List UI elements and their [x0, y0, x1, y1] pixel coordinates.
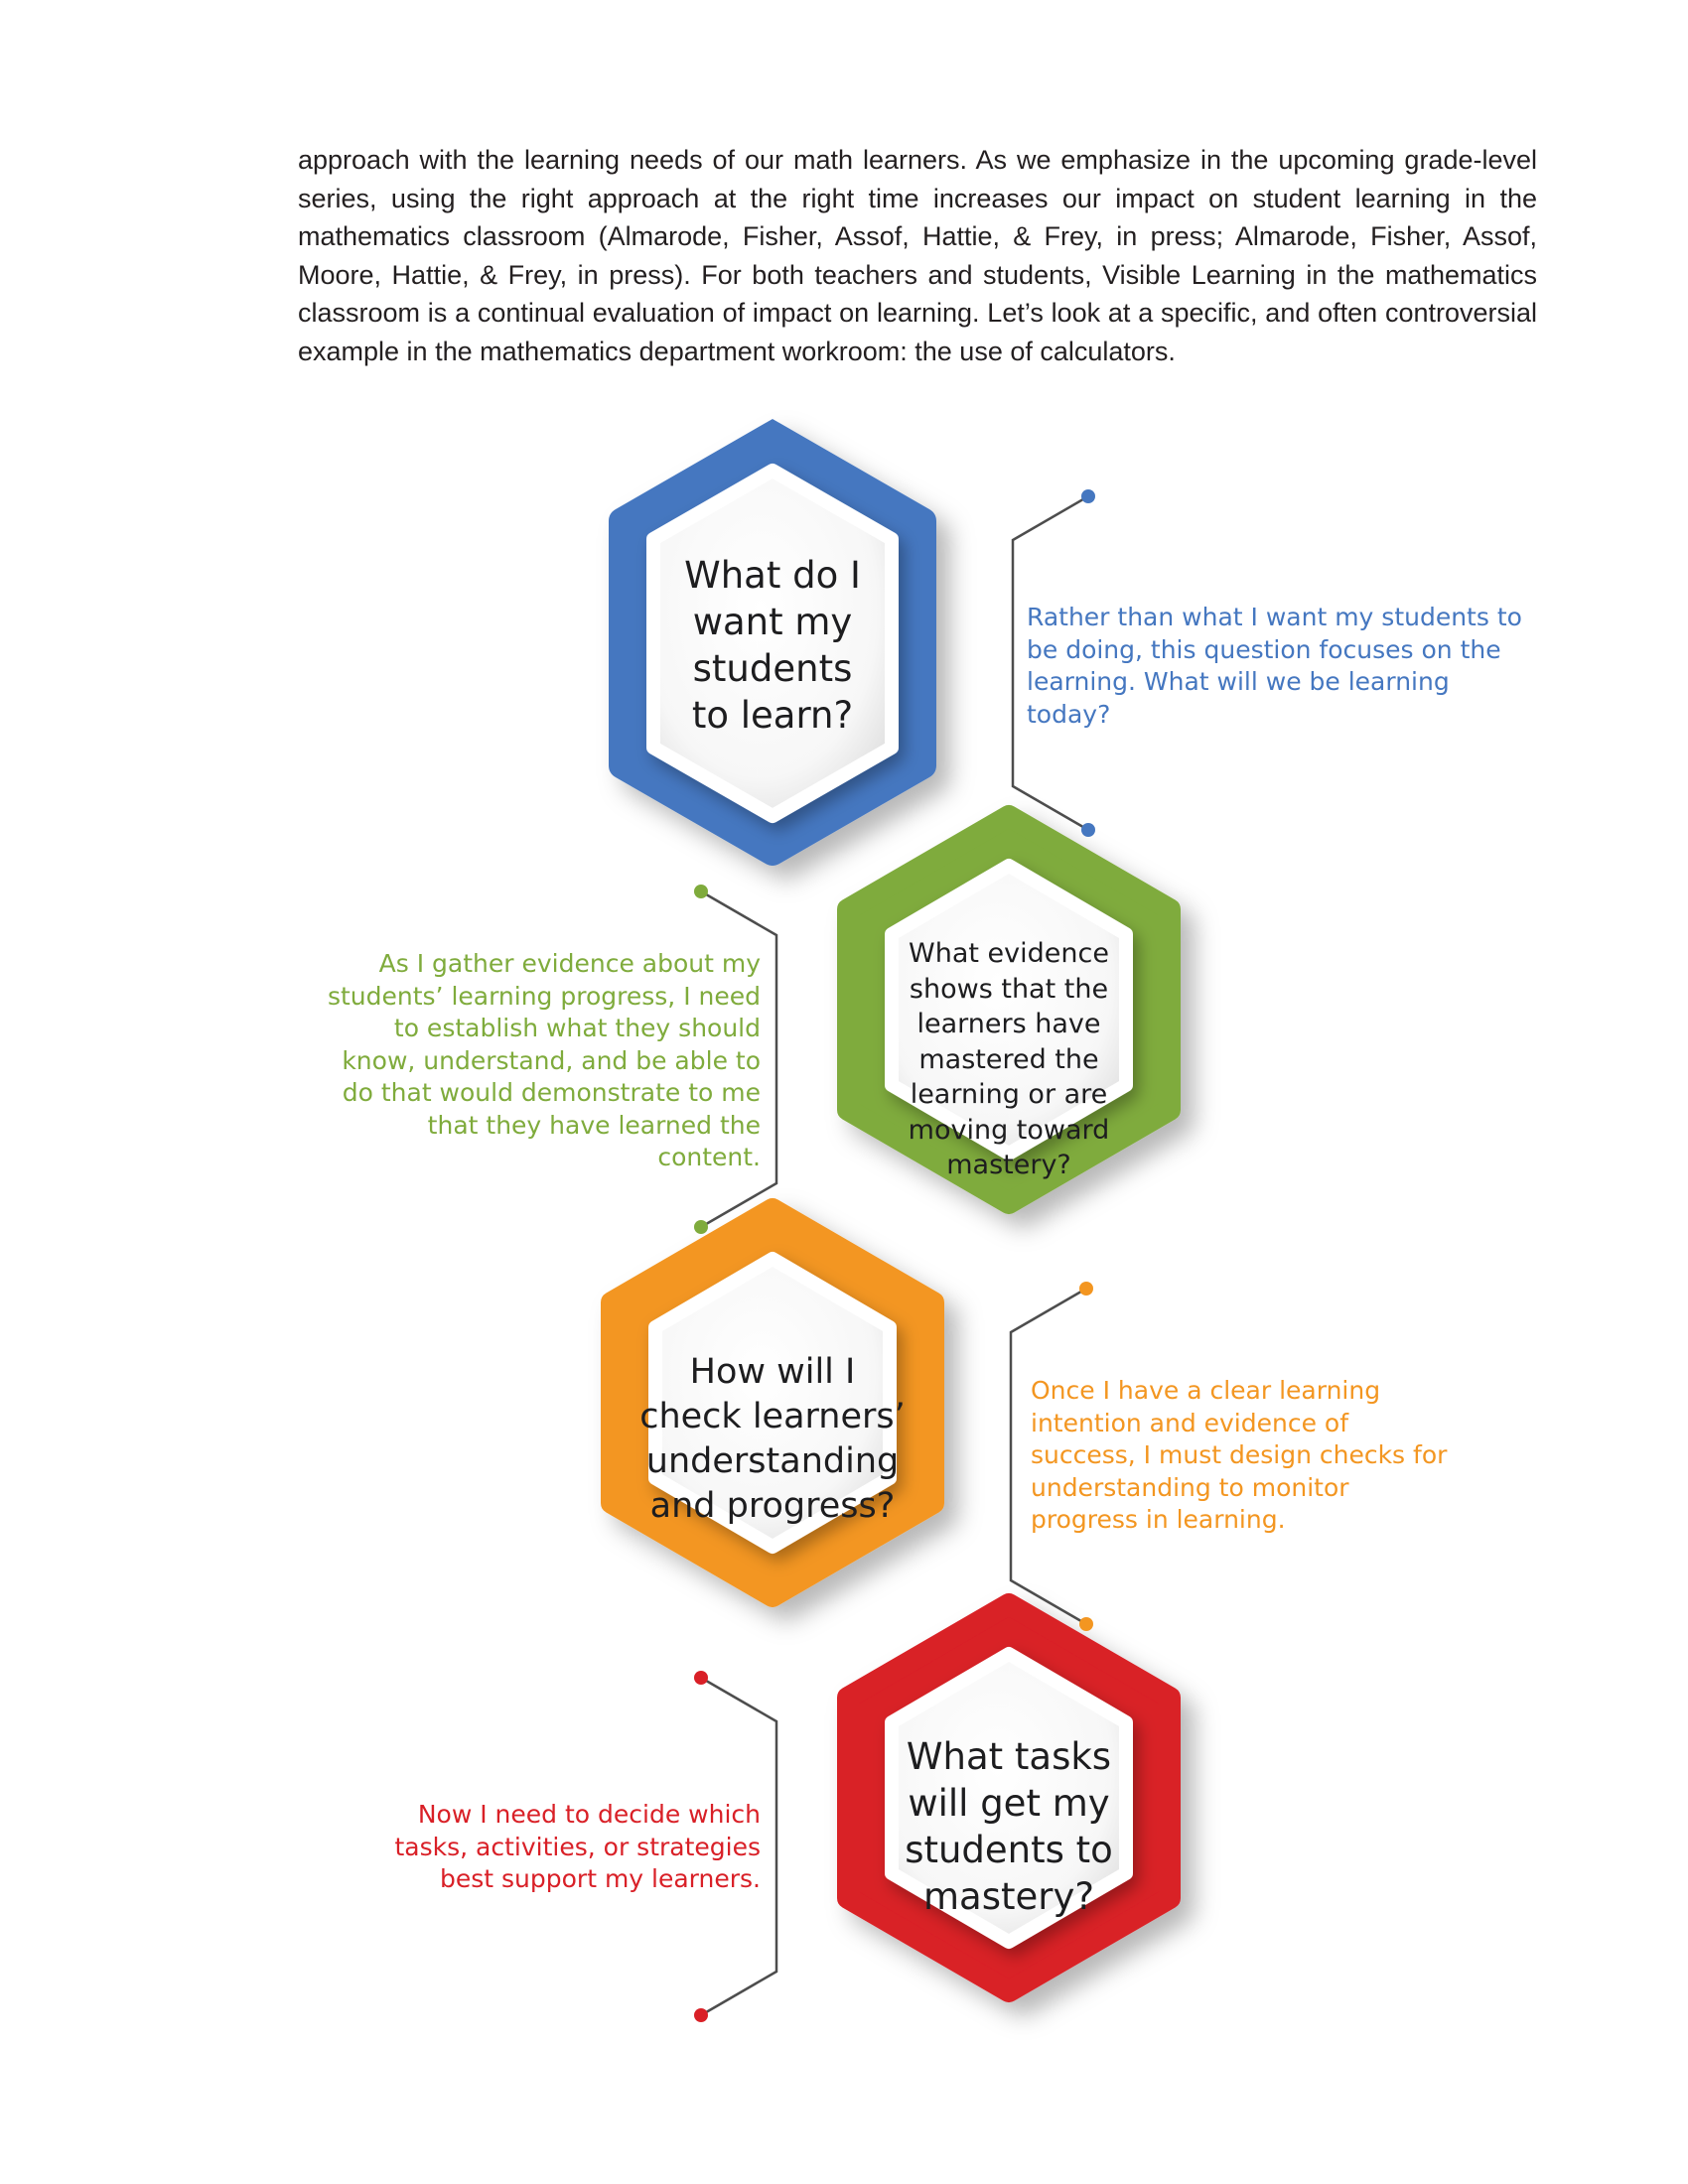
- intro-paragraph: approach with the learning needs of our math learners. As we emphasize in the upcoming grade-level series, using the right approach at the right time increases our impact on student learning in the mathematics classroom (Almarode, Fisher, Assof, Hattie, & Frey, in press; Almarode, Fisher, Assof, Moore, Hattie, & Frey, in press). For both teachers and students, Visible Learning in the mathematics classroom is a continual evaluation of impact on learning. Let’s look at a specific, and often controversial example in the mathematics department workroom: the use of calculators.: [298, 145, 1537, 366]
- question-step-1: What do I want my students to learn?: [684, 554, 861, 737]
- description-step-4: Now I need to decide which tasks, activities, or strategies best support my learners.: [394, 1800, 761, 1893]
- question-step-2: What evidence shows that the learners have mastered the learning or are moving toward mastery?: [908, 938, 1110, 1181]
- question-step-3: How will I check learners’ understanding and progress?: [639, 1352, 906, 1526]
- description-step-2: As I gather evidence about my students’ learning progress, I need to establish what they should know, understand, and be able to do that would demonstrate to me that they have learned the content.: [327, 949, 761, 1171]
- question-step-4: What tasks will get my students to mastery?: [905, 1735, 1113, 1918]
- description-step-3: Once I have a clear learning intention and evidence of success, I must design checks for understanding to monitor progress in learning.: [1031, 1376, 1448, 1534]
- description-step-1: Rather than what I want my students to be doing, this question focuses on the learning. What will we be learning today?: [1027, 603, 1522, 729]
